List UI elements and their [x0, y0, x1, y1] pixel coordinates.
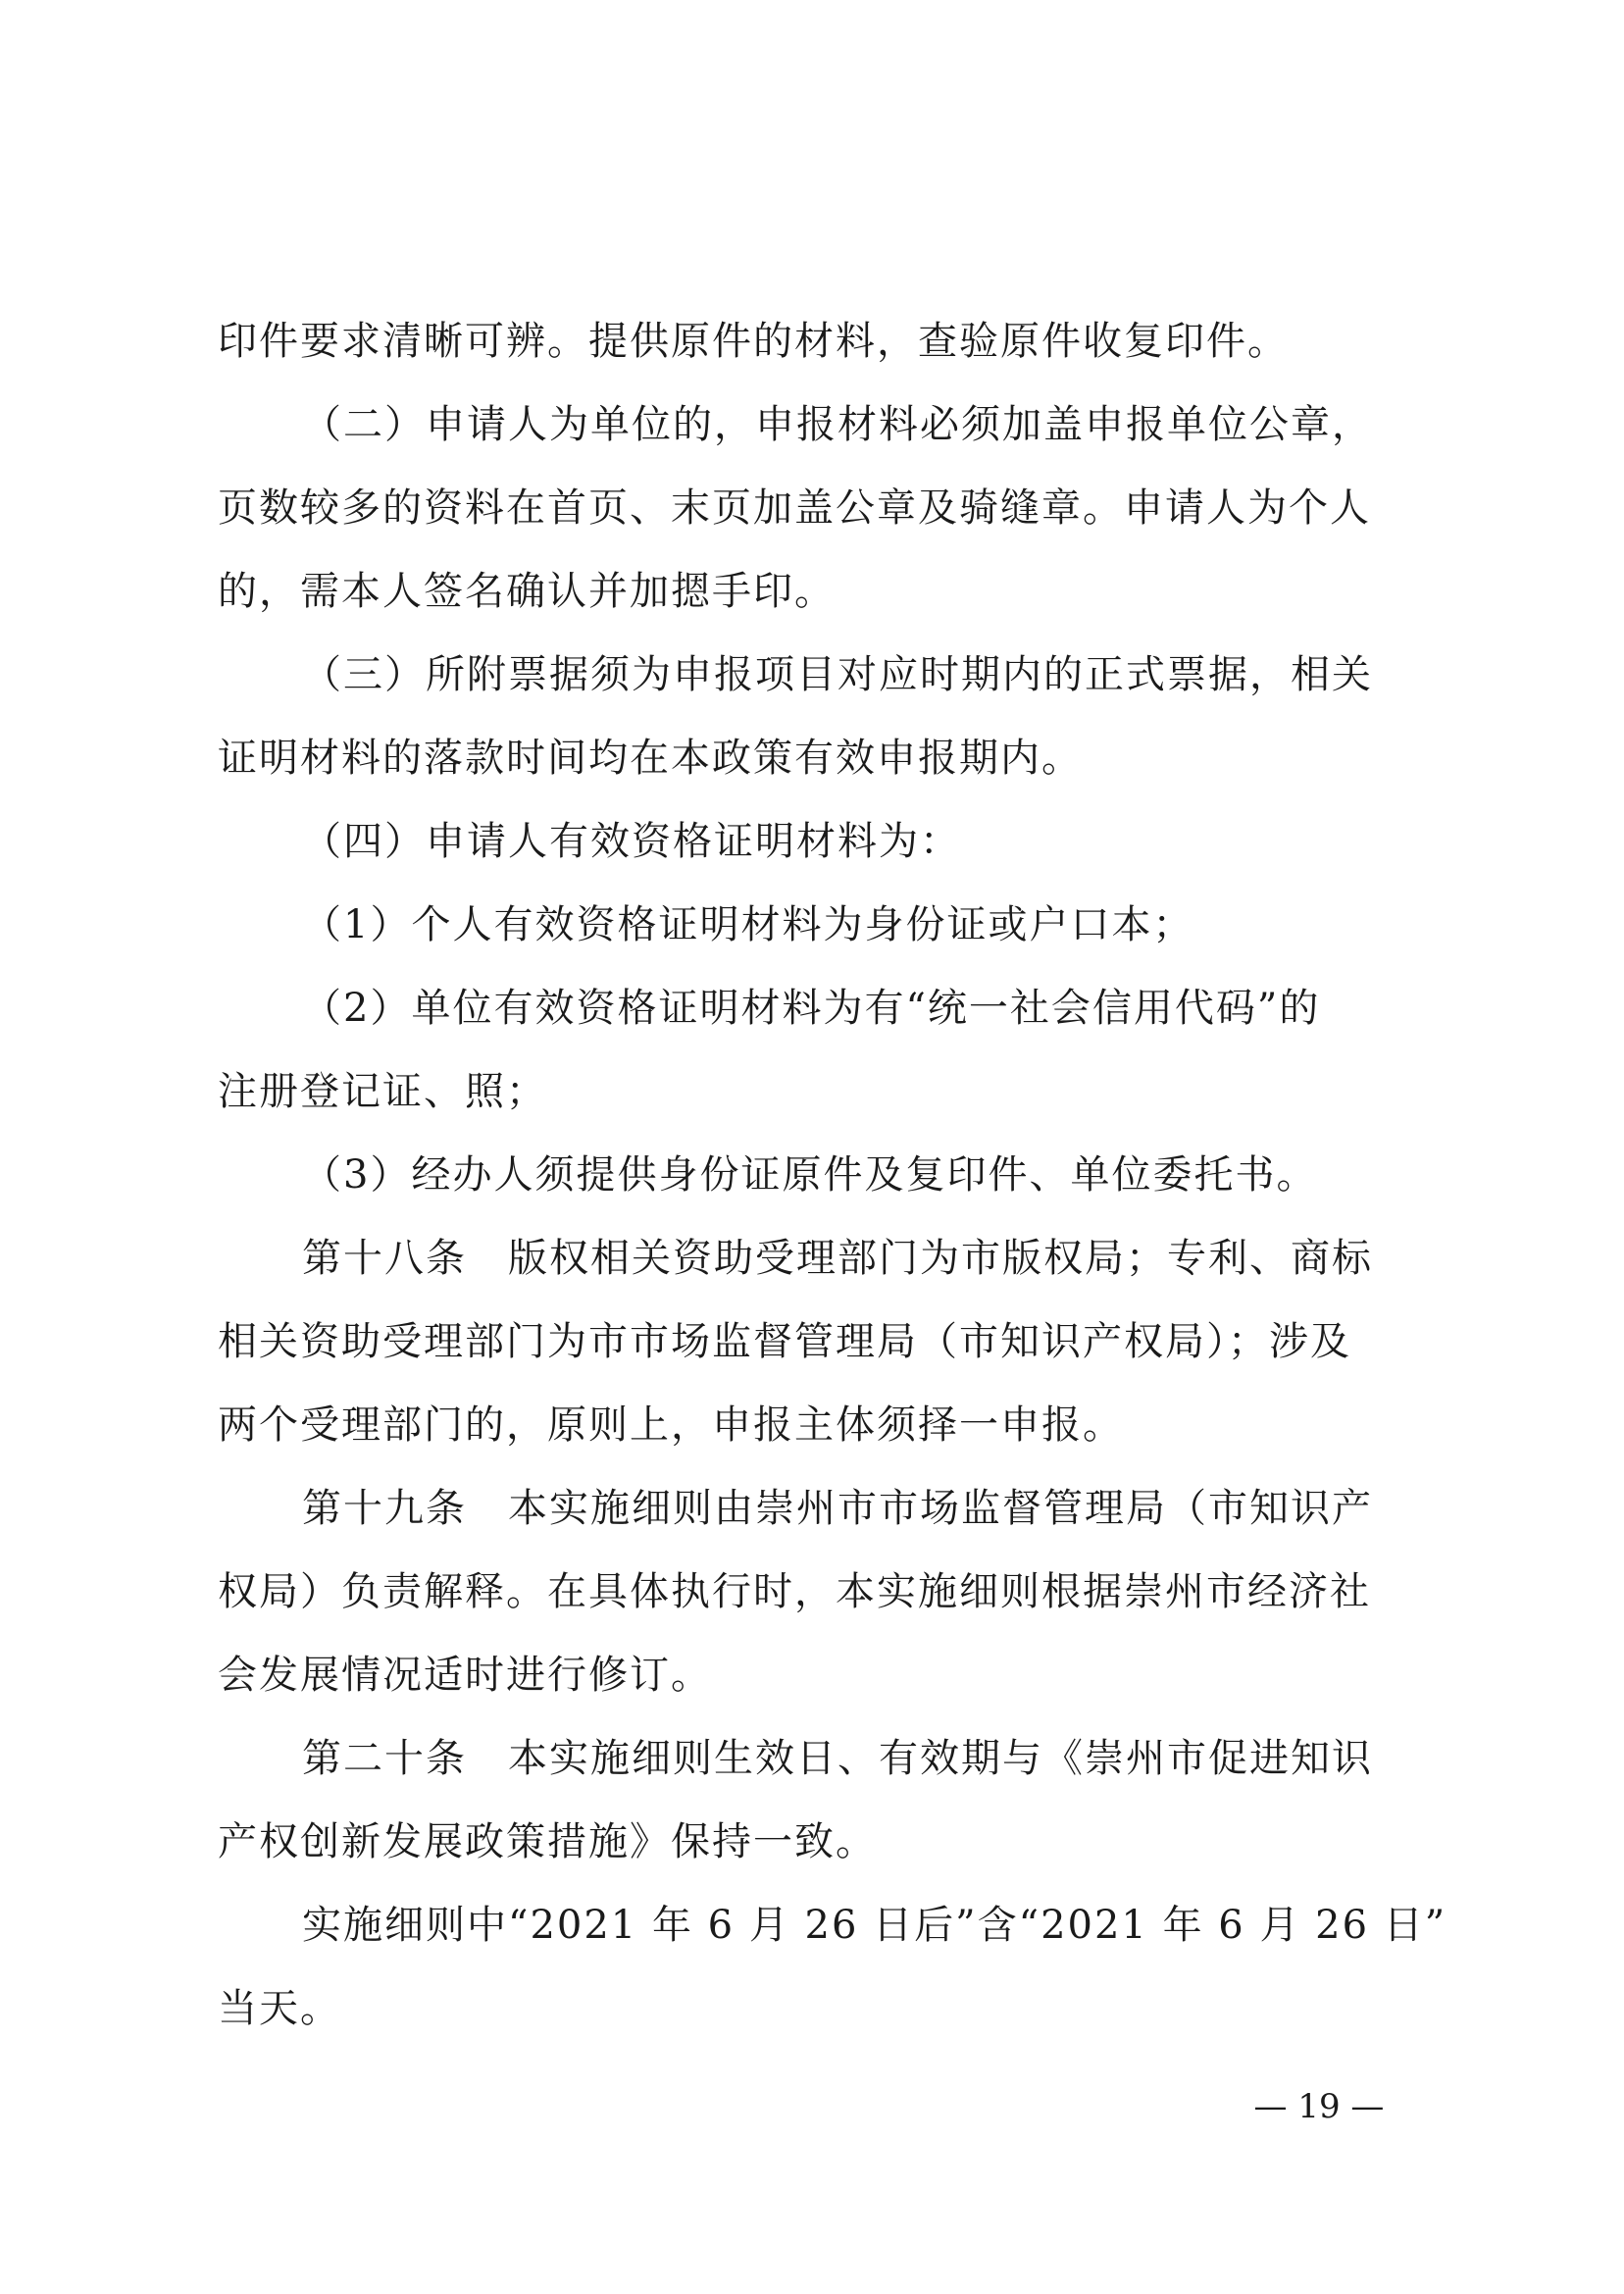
page-number: — 19 —: [1253, 2087, 1385, 2126]
paragraph-2-line-1: （二）申请人为单位的，申报材料必须加盖申报单位公章，: [302, 402, 1373, 447]
paragraph-3-line-1: （三）所附票据须为申报项目对应时期内的正式票据，相关: [302, 652, 1373, 697]
paragraph-6-line-2: 注册登记证、照；: [218, 1069, 547, 1114]
paragraph-7-line-1: （3）经办人须提供身份证原件及复印件、单位委托书。: [302, 1152, 1318, 1198]
paragraph-1-line-1: 印件要求清晰可辨。提供原件的材料，查验原件收复印件。: [218, 319, 1289, 364]
paragraph-2-line-2: 页数较多的资料在首页、末页加盖公章及骑缝章。申请人为个人: [218, 485, 1371, 531]
paragraph-8-line-2: 相关资助受理部门为市市场监督管理局（市知识产权局）；涉及: [218, 1319, 1351, 1364]
paragraph-10-line-2: 产权创新发展政策措施》保持一致。: [218, 1819, 877, 1864]
paragraph-9-line-1: 第十九条 本实施细则由崇州市市场监督管理局（市知识产: [302, 1486, 1373, 1531]
paragraph-11-line-2: 当天。: [218, 1986, 341, 2031]
paragraph-3-line-2: 证明材料的落款时间均在本政策有效申报期内。: [218, 736, 1083, 781]
paragraph-5-line-1: （1）个人有效资格证明材料为身份证或户口本；: [302, 902, 1194, 947]
paragraph-6-line-1: （2）单位有效资格证明材料为有“统一社会信用代码”的: [302, 986, 1321, 1031]
paragraph-10-line-1: 第二十条 本实施细则生效日、有效期与《崇州市促进知识: [302, 1736, 1373, 1781]
paragraph-4-line-1: （四）申请人有效资格证明材料为：: [302, 819, 961, 864]
paragraph-9-line-2: 权局）负责解释。在具体执行时，本实施细则根据崇州市经济社: [218, 1569, 1371, 1614]
paragraph-9-line-3: 会发展情况适时进行修订。: [218, 1653, 712, 1698]
paragraph-2-line-3: 的，需本人签名确认并加摁手印。: [218, 569, 836, 614]
paragraph-8-line-1: 第十八条 版权相关资助受理部门为市版权局；专利、商标: [302, 1236, 1373, 1281]
paragraph-11-line-1: 实施细则中“2021 年 6 月 26 日后”含“2021 年 6 月 26 日”: [302, 1903, 1447, 1948]
paragraph-8-line-3: 两个受理部门的，原则上，申报主体须择一申报。: [218, 1402, 1124, 1448]
